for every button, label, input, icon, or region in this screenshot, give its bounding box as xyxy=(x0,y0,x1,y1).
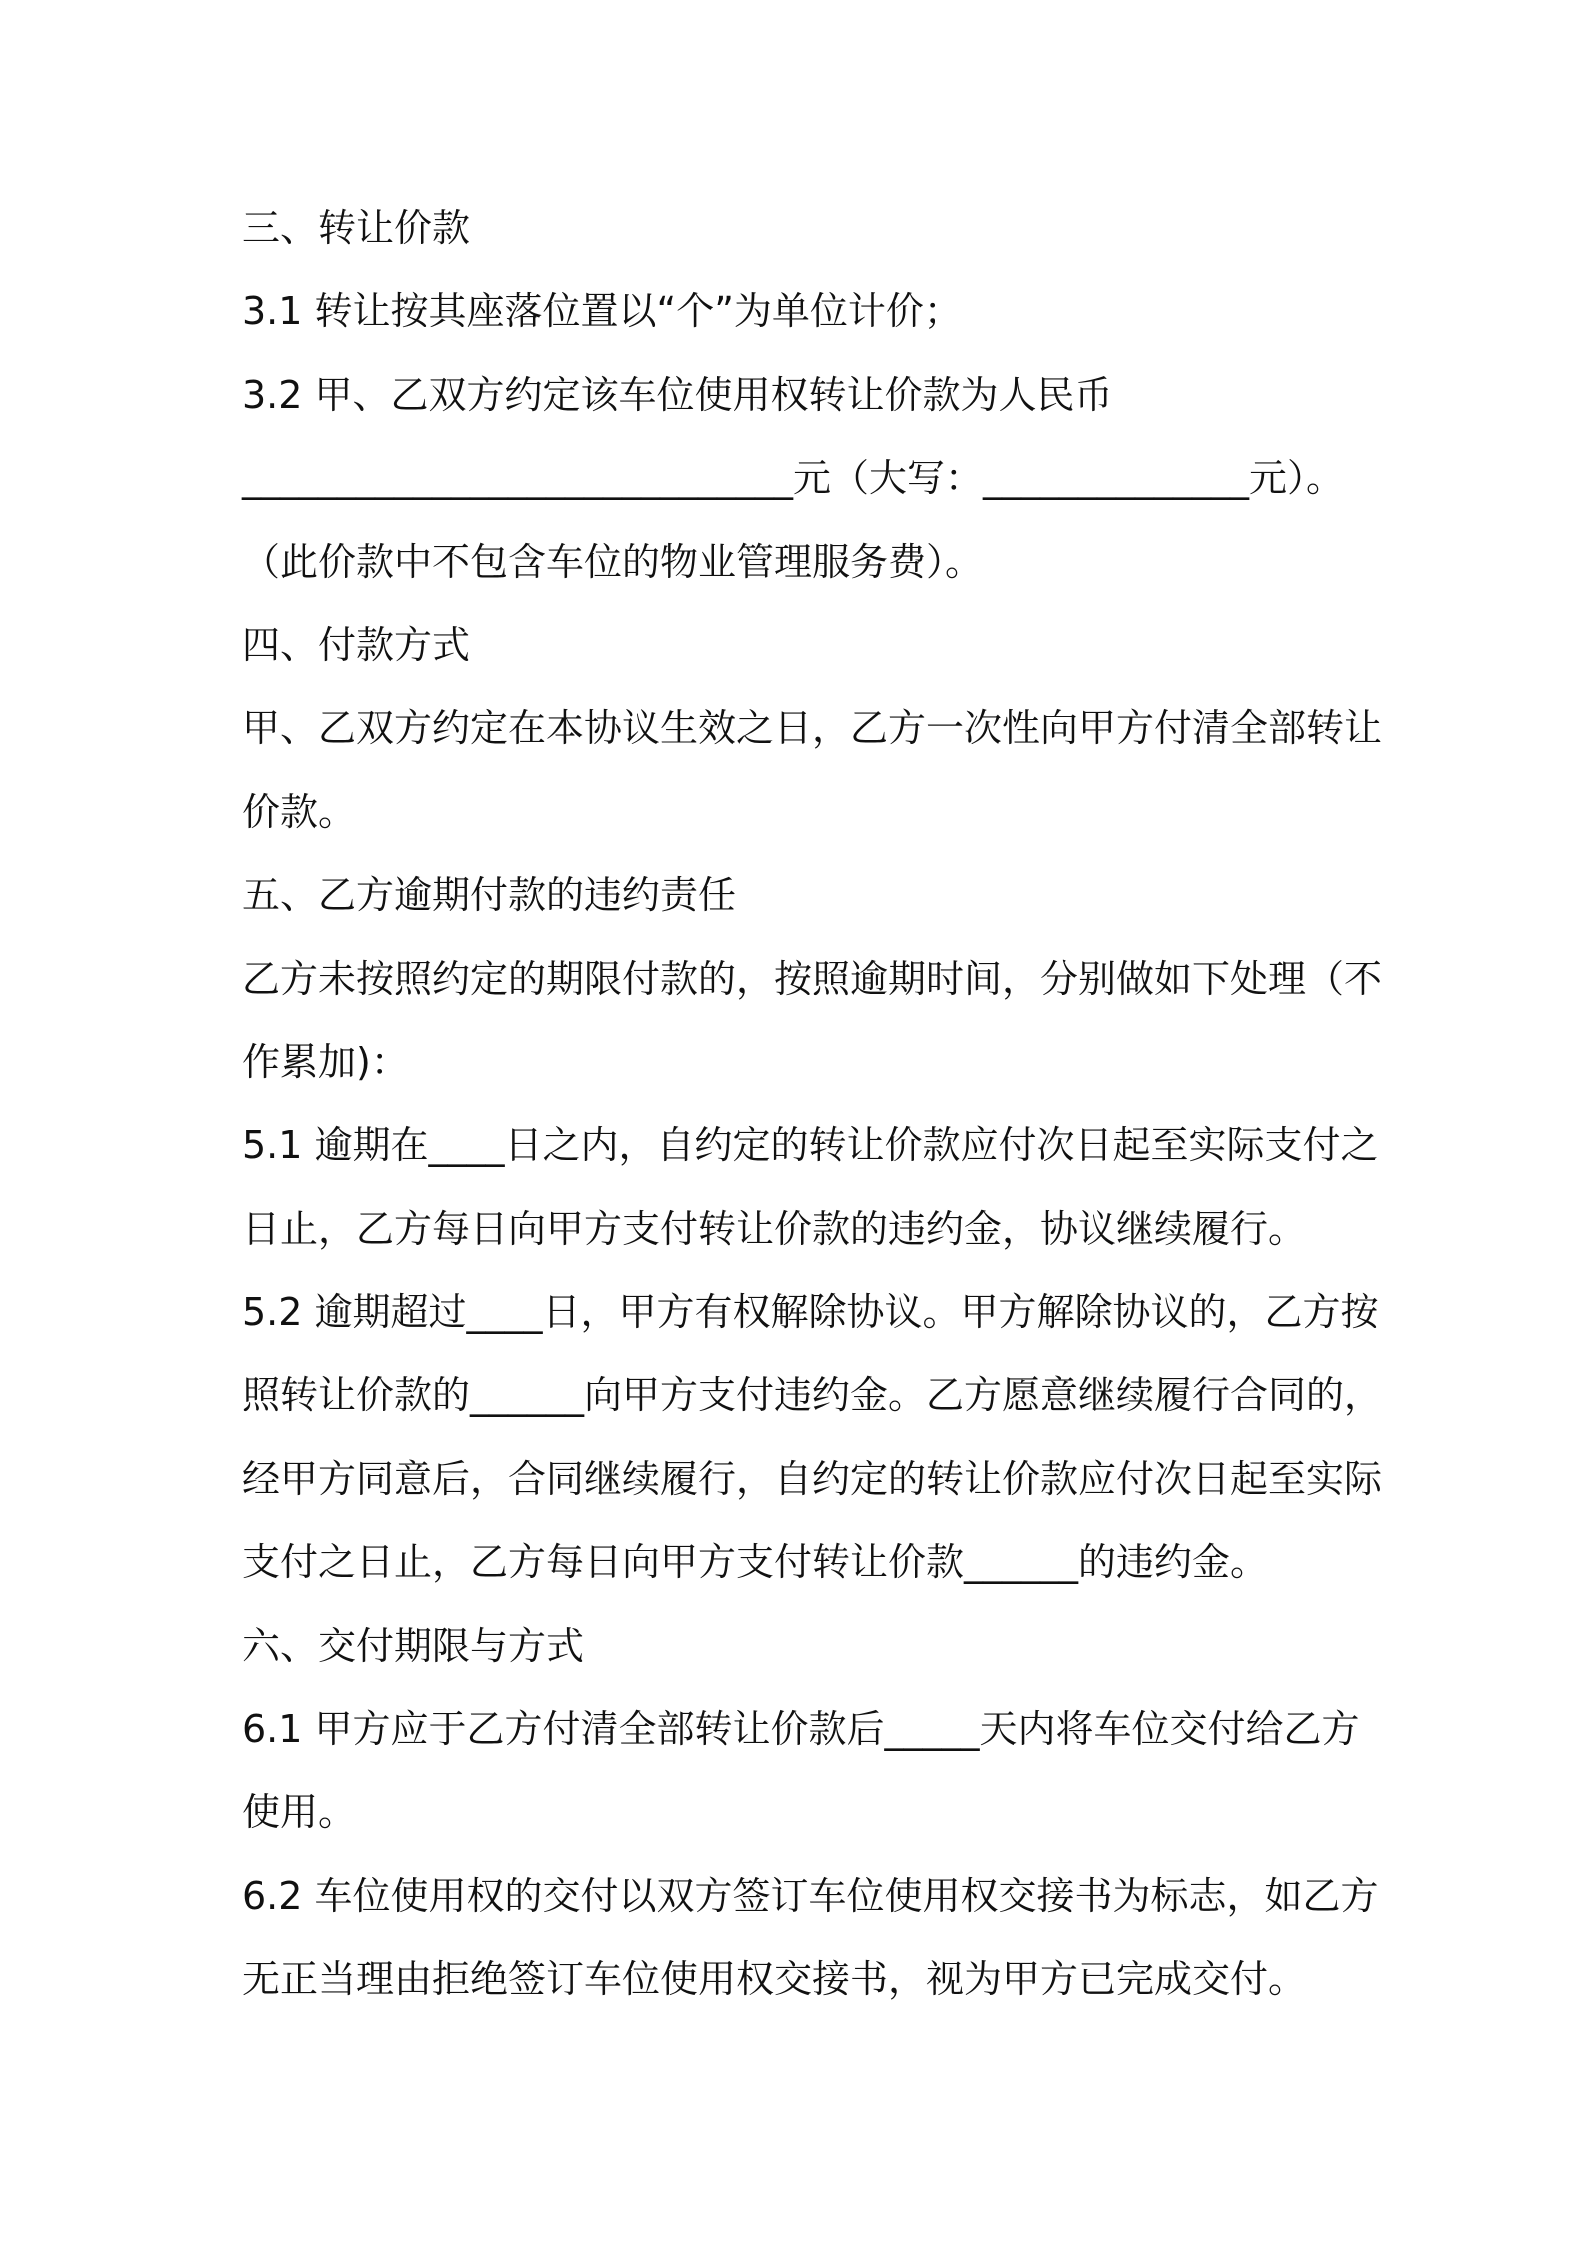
payment-method-text-cont: 价款。 xyxy=(242,789,357,834)
clause-5-2: 5.2 逾期超过____日，甲方有权解除协议。甲方解除协议的，乙方按 xyxy=(242,1290,1379,1335)
clause-6-1: 6.1 甲方应于乙方付清全部转让价款后_____天内将车位交付给乙方 xyxy=(242,1707,1360,1752)
clause-5-1-cont: 日止，乙方每日向甲方支付转让价款的违约金，协议继续履行。 xyxy=(242,1206,1307,1251)
clause-3-2-amount-blank: _____________________________元（大写：______________元）。 xyxy=(242,456,1345,501)
section-heading-late-payment: 五、乙方逾期付款的违约责任 xyxy=(242,873,737,918)
clause-5-1: 5.1 逾期在____日之内，自约定的转让价款应付次日起至实际支付之 xyxy=(242,1123,1379,1168)
clause-3-2-note: （此价款中不包含车位的物业管理服务费）。 xyxy=(242,539,984,584)
clause-5-2-cont-3: 支付之日止，乙方每日向甲方支付转让价款______的违约金。 xyxy=(242,1540,1269,1585)
clause-3-2: 3.2 甲、乙双方约定该车位使用权转让价款为人民币 xyxy=(242,372,1113,417)
section-heading-transfer-price: 三、转让价款 xyxy=(242,206,471,250)
clause-6-2: 6.2 车位使用权的交付以双方签订车位使用权交接书为标志，如乙方 xyxy=(242,1873,1379,1918)
clause-6-1-cont: 使用。 xyxy=(242,1790,357,1835)
document-body xyxy=(242,200,1383,2035)
clause-5-2-cont-1: 照转让价款的______向甲方支付违约金。乙方愿意继续履行合同的， xyxy=(242,1373,1383,1418)
clause-5-2-cont-2: 经甲方同意后，合同继续履行，自约定的转让价款应付次日起至实际 xyxy=(242,1456,1383,1501)
late-payment-intro-cont: 作累加)： xyxy=(242,1039,409,1084)
payment-method-text: 甲、乙双方约定在本协议生效之日，乙方一次性向甲方付清全部转让 xyxy=(242,706,1383,751)
late-payment-intro: 乙方未按照约定的期限付款的，按照逾期时间，分别做如下处理（不 xyxy=(242,956,1383,1001)
section-heading-payment-method: 四、付款方式 xyxy=(242,622,471,667)
clause-6-2-cont: 无正当理由拒绝签订车位使用权交接书，视为甲方已完成交付。 xyxy=(242,1957,1307,2002)
section-heading-delivery: 六、交付期限与方式 xyxy=(242,1623,585,1668)
clause-3-1: 3.1 转让按其座落位置以“个”为单位计价； xyxy=(242,289,962,334)
